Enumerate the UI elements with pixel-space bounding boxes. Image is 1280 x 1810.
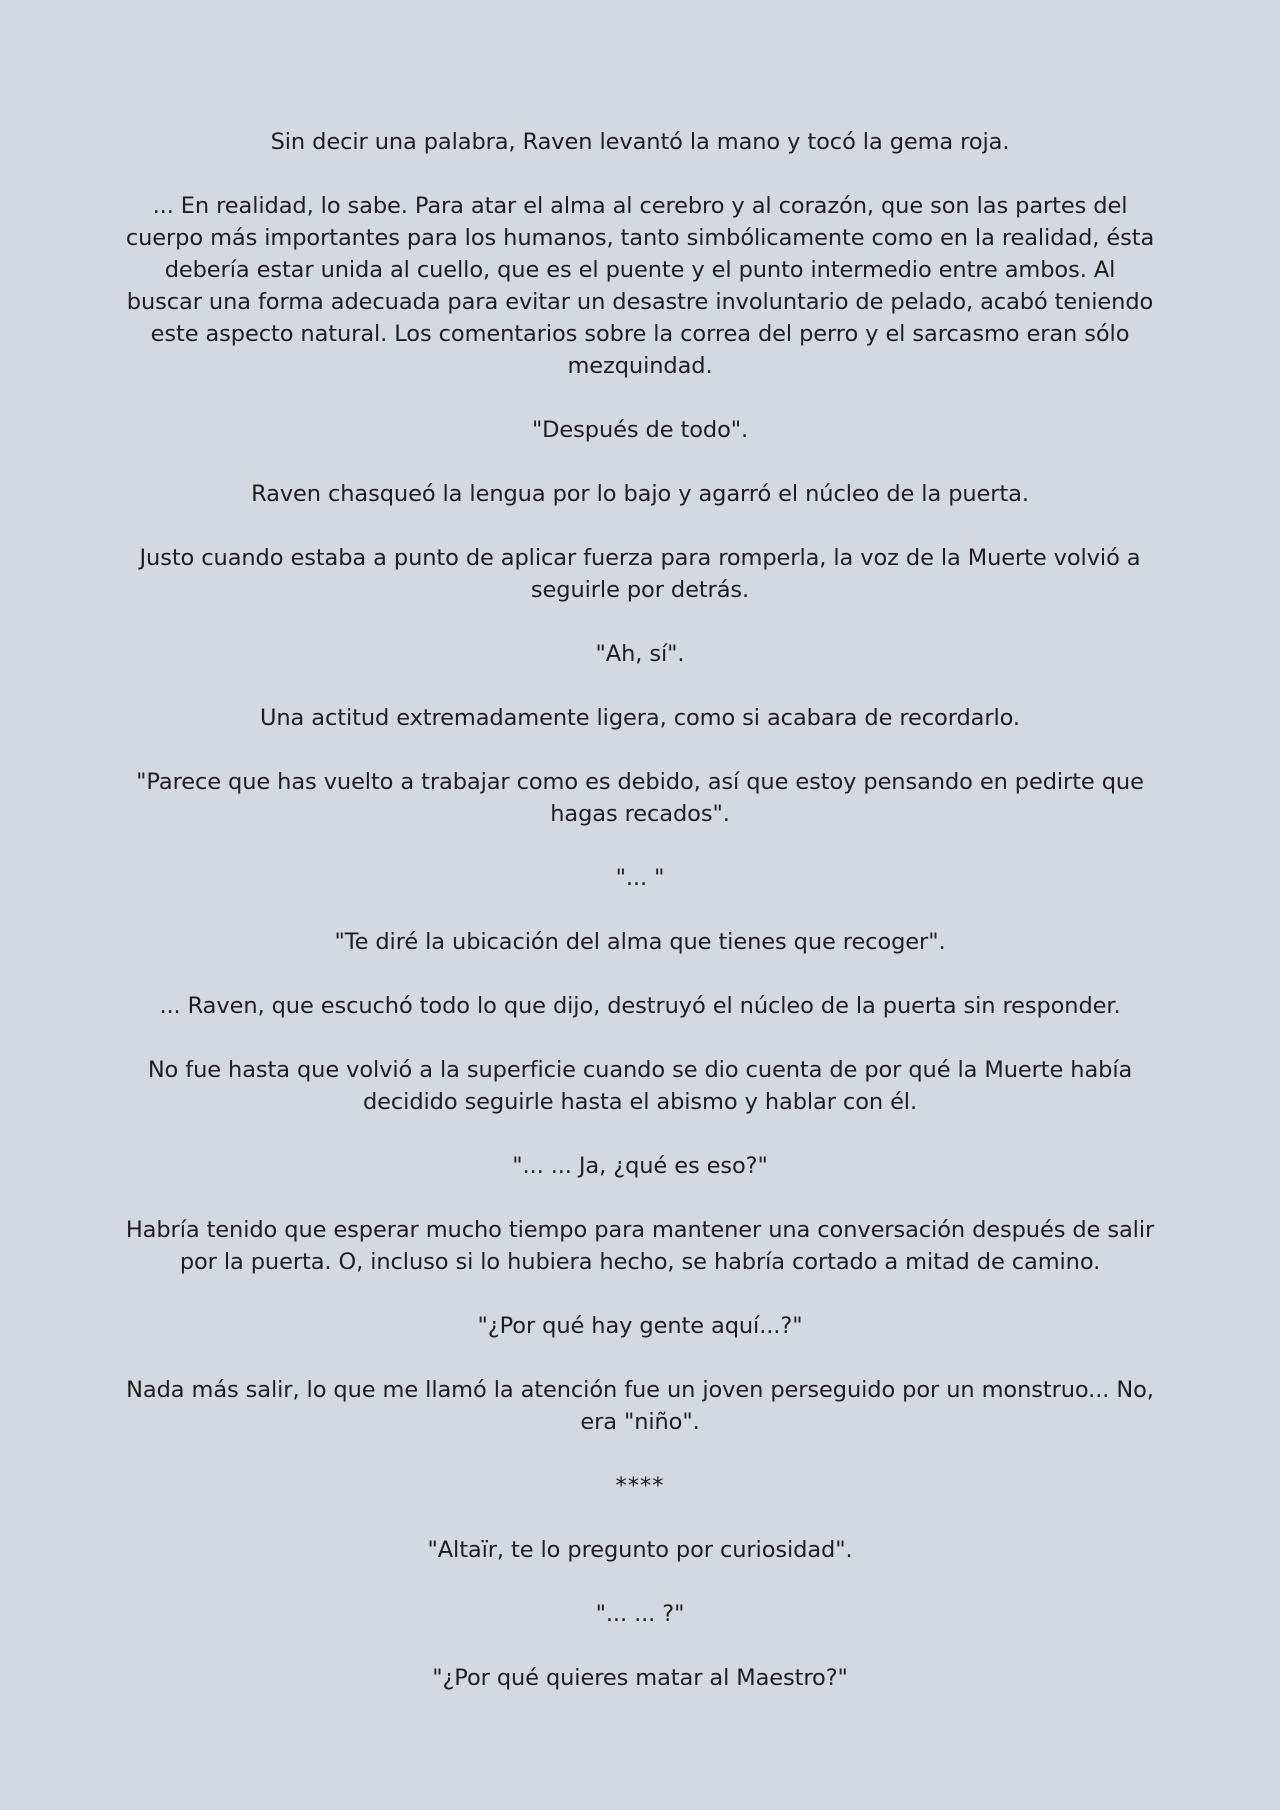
paragraph: Sin decir una palabra, Raven levantó la mano y tocó la gema roja. xyxy=(270,129,1010,155)
scene-separator: **** xyxy=(615,1473,665,1499)
paragraph: ... En realidad, lo sabe. Para atar el alma al cerebro y al corazón, que son las partes del cuerpo más importantes para los humanos, tanto simbólicamente como en la realidad, ésta debería estar unida al cuello, que es el puente y el punto intermedio entre ambos. Al buscar una forma adecuada para evitar un desastre involuntario de pelado, acabó teniendo este aspecto natural. Los comentarios sobre la correa del perro y el sarcasmo eran sólo mezquindad. xyxy=(125,193,1155,379)
paragraph: Raven chasqueó la lengua por lo bajo y agarró el núcleo de la puerta. xyxy=(251,481,1029,507)
paragraph: "Te diré la ubicación del alma que tienes que recoger". xyxy=(334,929,946,955)
paragraph: ... Raven, que escuchó todo lo que dijo, destruyó el núcleo de la puerta sin responder. xyxy=(159,993,1121,1019)
paragraph: "Altaïr, te lo pregunto por curiosidad". xyxy=(427,1537,853,1563)
paragraph: "... ... ?" xyxy=(595,1601,685,1627)
paragraph: Nada más salir, lo que me llamó la atención fue un joven perseguido por un monstruo... No, era "niño". xyxy=(126,1377,1154,1435)
paragraph: Justo cuando estaba a punto de aplicar fuerza para romperla, la voz de la Muerte volvió a seguirle por detrás. xyxy=(139,545,1141,603)
paragraph: Una actitud extremadamente ligera, como si acabara de recordarlo. xyxy=(260,705,1020,731)
paragraph: Habría tenido que esperar mucho tiempo para mantener una conversación después de salir por la puerta. O, incluso si lo hubiera hecho, se habría cortado a mitad de camino. xyxy=(125,1217,1155,1275)
paragraph: "¿Por qué hay gente aquí...?" xyxy=(477,1313,803,1339)
paragraph: "Después de todo". xyxy=(531,417,749,443)
paragraph: "¿Por qué quieres matar al Maestro?" xyxy=(432,1665,848,1691)
paragraph: "Ah, sí". xyxy=(595,641,685,667)
paragraph: "Parece que has vuelto a trabajar como es debido, así que estoy pensando en pedirte que hagas recados". xyxy=(136,769,1144,827)
paragraph: No fue hasta que volvió a la superficie cuando se dio cuenta de por qué la Muerte había decidido seguirle hasta el abismo y hablar con él. xyxy=(147,1057,1133,1115)
paragraph: "... ... Ja, ¿qué es eso?" xyxy=(512,1153,768,1179)
paragraph: "... " xyxy=(615,865,665,891)
